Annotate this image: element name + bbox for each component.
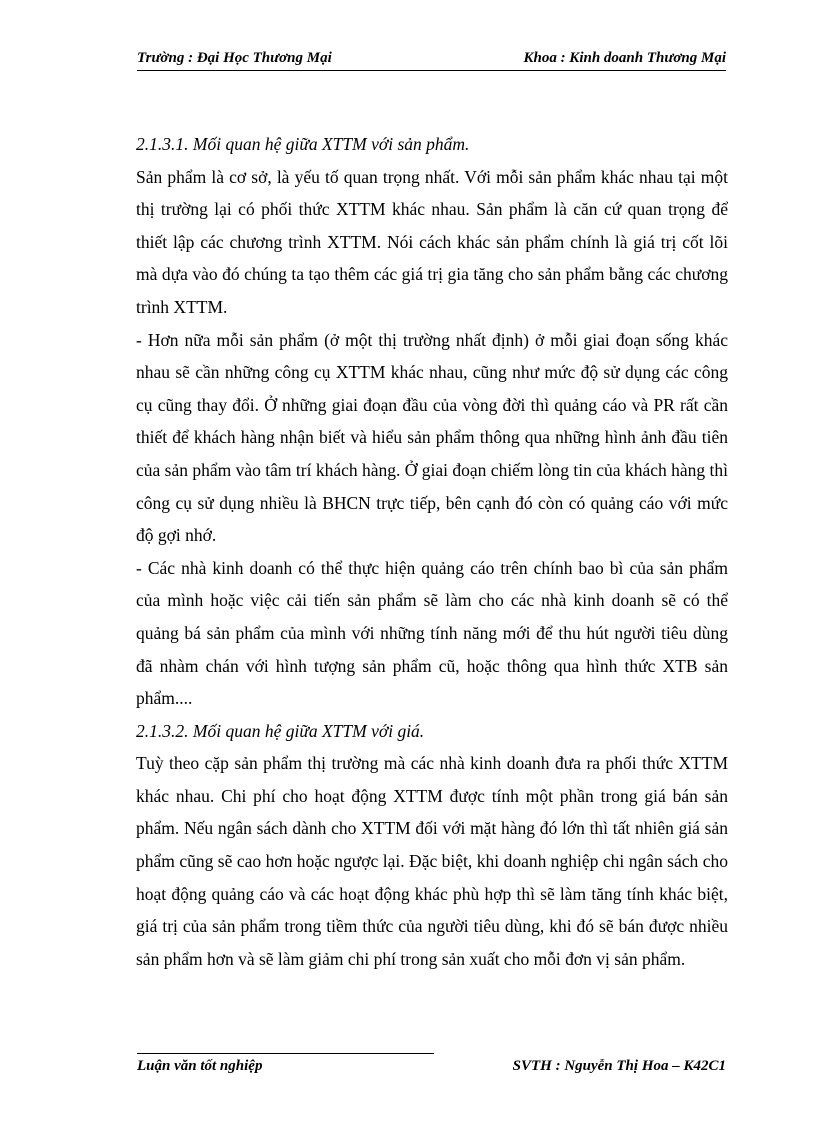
footer-divider bbox=[137, 1053, 434, 1054]
page-header bbox=[137, 48, 726, 71]
paragraph-price: Tuỳ theo cặp sản phẩm thị trường mà các nhà kinh doanh đưa ra phối thức XTTM khác nhau. Chi phí cho hoạt động XTTM được tính một phần trong giá bán sản phẩm. Nếu ngân sách dành cho XTTM đối với mặt hàng đó lớn thì tất nhiên giá sản phẩm cũng sẽ cao hơn hoặc ngược lại. Đặc biệt, khi doanh nghiệp chi ngân sách cho hoạt động quảng cáo và các hoạt động khác phù hợp thì sẽ làm tăng tính khác biệt, giá trị của sản phẩm trong tiềm thức của người tiêu dùng, khi đó sẽ bán được nhiều sản phẩm hơn và sẽ làm giảm chi phí trong sản xuất cho mỗi đơn vị sản phẩm. bbox=[136, 753, 728, 969]
footer-thesis: Luận văn tốt nghiệp bbox=[137, 1058, 263, 1074]
paragraph-life-cycle: - Hơn nữa mỗi sản phẩm (ở một thị trường nhất định) ở mỗi giai đoạn sống khác nhau sẽ cần những công cụ XTTM khác nhau, cũng như mức độ sử dụng các công cụ cũng thay đổi. Ở những giai đoạn đầu của vòng đời thì quảng cáo và PR rất cần thiết để khách hàng nhận biết và hiểu sản phẩm thông qua những hình ảnh đầu tiên của sản phẩm vào tâm trí khách hàng. Ở giai đoạn chiếm lòng tin của khách hàng thì công cụ sử dụng nhiều là BHCN trực tiếp, bên cạnh đó còn có quảng cáo với mức độ gợi nhớ. bbox=[136, 329, 728, 546]
header-faculty: Khoa : Kinh doanh Thương Mại bbox=[523, 50, 726, 66]
page-footer bbox=[137, 1058, 726, 1080]
section-heading-product: 2.1.3.1. Mối quan hệ giữa XTTM với sản phẩm. bbox=[136, 134, 470, 154]
footer-student: SVTH : Nguyễn Thị Hoa – K42C1 bbox=[512, 1058, 726, 1074]
paragraph-packaging: - Các nhà kinh doanh có thể thực hiện quảng cáo trên chính bao bì của sản phẩm của mình hoặc việc cải tiến sản phẩm sẽ làm cho các nhà kinh doanh sẽ có thể quảng bá sản phẩm của mình với những tính năng mới để thu hút người tiêu dùng đã nhàm chán với hình tượng sản phẩm cũ, hoặc thông qua hình thức XTB sản phẩm.... bbox=[136, 557, 728, 709]
header-school: Trường : Đại Học Thương Mại bbox=[137, 50, 332, 66]
paragraph-product-basis: Sản phẩm là cơ sở, là yếu tố quan trọng nhất. Với mỗi sản phẩm khác nhau tại một thị trường lại có phối thức XTTM khác nhau. Sản phẩm là căn cứ quan trọng để thiết lập các chương trình XTTM. Nói cách khác sản phẩm chính là giá trị cốt lõi mà dựa vào đó chúng ta tạo thêm các giá trị gia tăng cho sản phẩm bằng các chương trình XTTM. bbox=[136, 166, 728, 317]
section-heading-price: 2.1.3.2. Mối quan hệ giữa XTTM với giá. bbox=[136, 720, 425, 741]
document-body bbox=[136, 128, 728, 975]
